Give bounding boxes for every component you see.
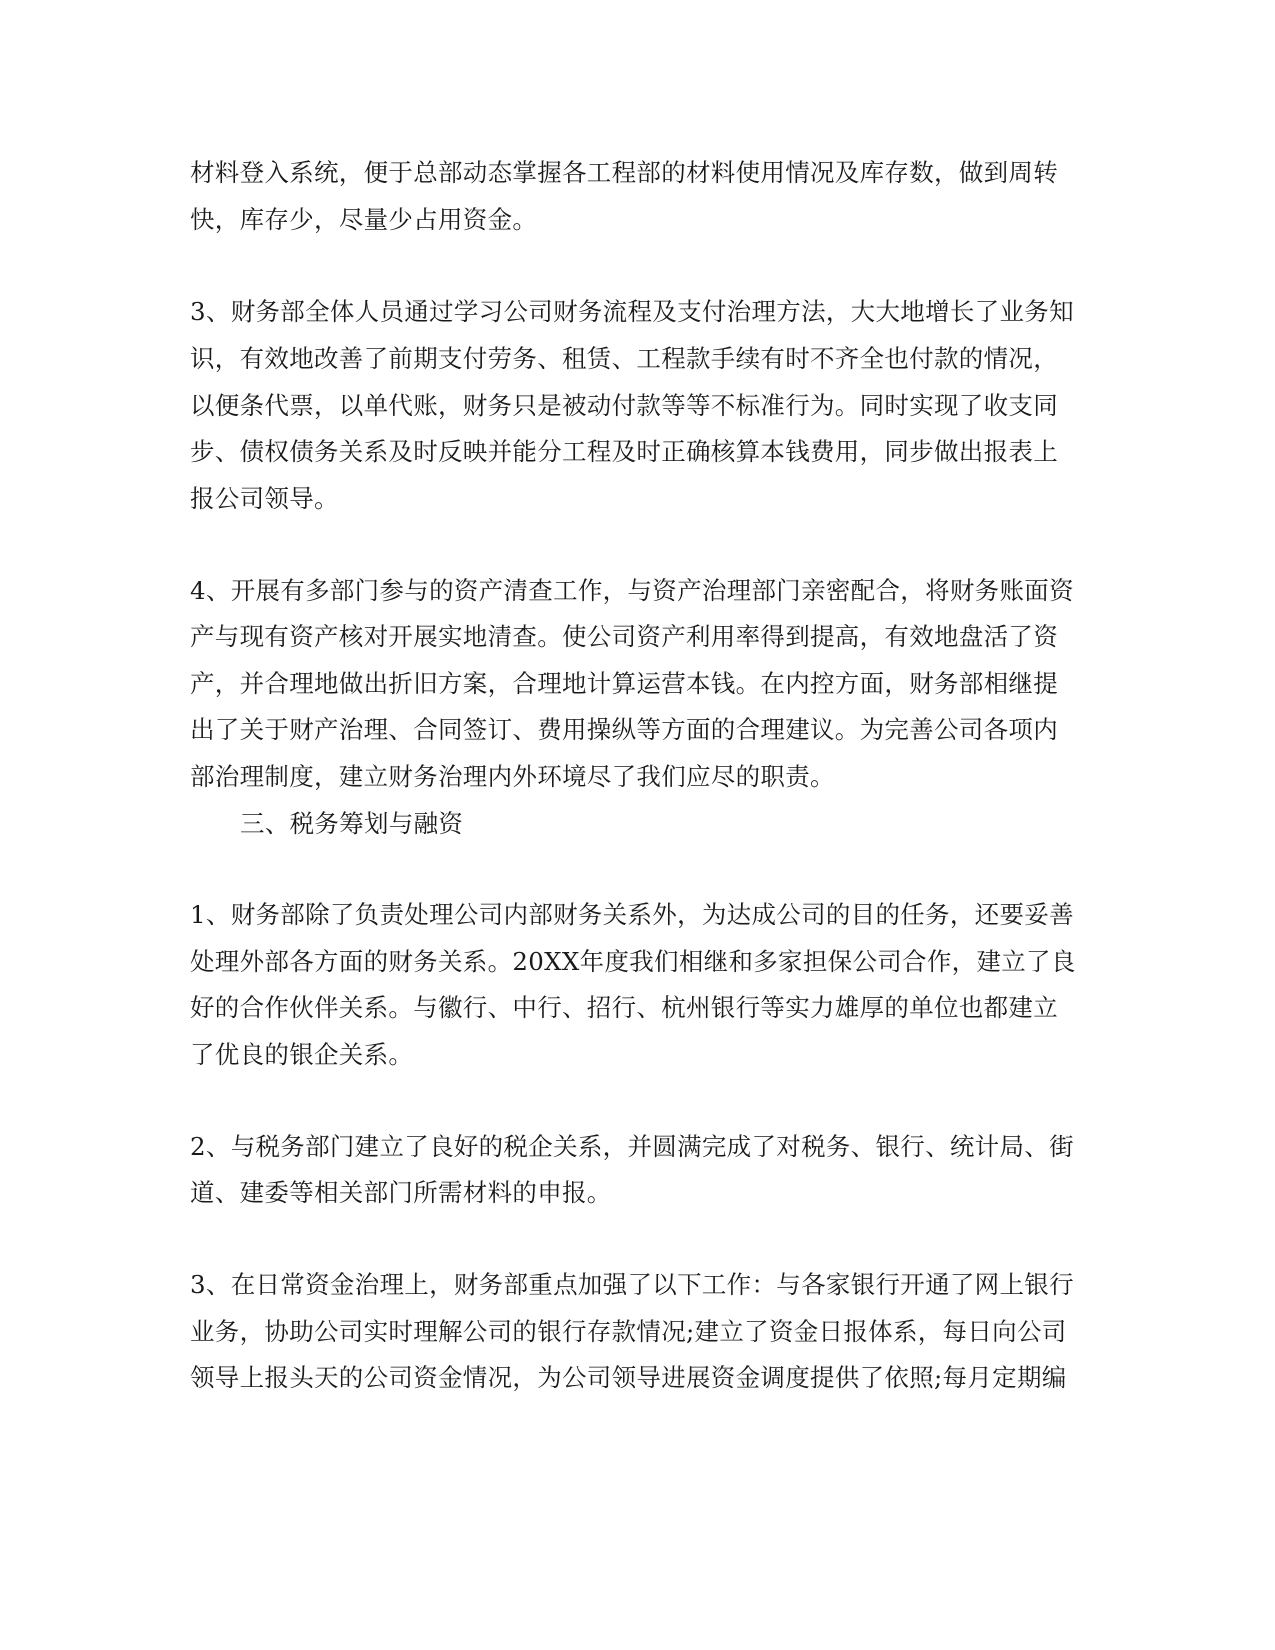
- text-line: 报公司领导。: [190, 484, 339, 513]
- text-line: 1、财务部除了负责处理公司内部财务关系外，为达成公司的目的任务，还要妥善: [190, 900, 1074, 929]
- text-line: 出了关于财产治理、合同签订、费用操纵等方面的合理建议。为完善公司各项内: [190, 715, 1058, 744]
- text-line: 部治理制度，建立财务治理内外环境尽了我们应尽的职责。: [190, 762, 835, 791]
- text-line: 3、财务部全体人员通过学习公司财务流程及支付治理方法，大大地增长了业务知: [190, 297, 1074, 326]
- section-heading: 三、税务筹划与融资: [240, 809, 464, 838]
- text-line: 3、在日常资金治理上，财务部重点加强了以下工作：与各家银行开通了网上银行: [190, 1270, 1074, 1299]
- text-line: 道、建委等相关部门所需材料的申报。: [190, 1178, 612, 1207]
- text-line: 好的合作伙伴关系。与徽行、中行、招行、杭州银行等实力雄厚的单位也都建立: [190, 993, 1058, 1022]
- text-line: 以便条代票，以单代账，财务只是被动付款等等不标准行为。同时实现了收支同: [190, 391, 1058, 420]
- text-line: 识，有效地改善了前期支付劳务、租赁、工程款手续有时不齐全也付款的情况，: [190, 344, 1058, 373]
- text-line: 处理外部各方面的财务关系。20XX年度我们相继和多家担保公司合作，建立了良: [190, 947, 1076, 976]
- text-line: 快，库存少，尽量少占用资金。: [190, 205, 538, 234]
- text-line: 2、与税务部门建立了良好的税企关系，并圆满完成了对税务、银行、统计局、街: [190, 1132, 1074, 1161]
- text-line: 产，并合理地做出折旧方案，合理地计算运营本钱。在内控方面，财务部相继提: [190, 669, 1058, 698]
- text-line: 领导上报头天的公司资金情况，为公司领导进展资金调度提供了依照;每月定期编: [190, 1363, 1067, 1392]
- text-line: 4、开展有多部门参与的资产清查工作，与资产治理部门亲密配合，将财务账面资: [190, 576, 1074, 605]
- text-line: 业务，协助公司实时理解公司的银行存款情况;建立了资金日报体系，每日向公司: [190, 1317, 1067, 1346]
- text-line: 步、债权债务关系及时反映并能分工程及时正确核算本钱费用，同步做出报表上: [190, 437, 1058, 466]
- text-line: 了优良的银企关系。: [190, 1040, 414, 1069]
- text-line: 材料登入系统，便于总部动态掌握各工程部的材料使用情况及库存数，做到周转: [190, 158, 1058, 187]
- text-line: 产与现有资产核对开展实地清查。使公司资产利用率得到提高，有效地盘活了资: [190, 622, 1058, 651]
